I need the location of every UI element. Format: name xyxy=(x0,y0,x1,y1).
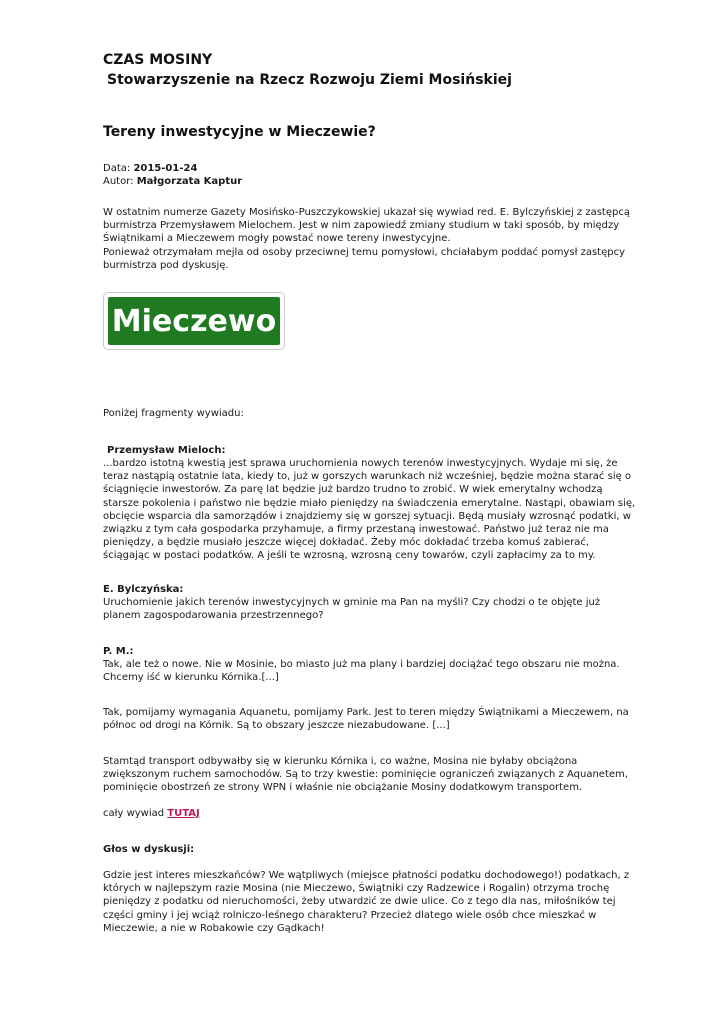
text-line: Świątnikami a Mieczewem mogły powstać nowe tereny inwestycyjne. xyxy=(103,233,451,245)
text-line: burmistrza Przemysławem Mielochem. Jest w nim zapowiedź zmiany studium w taki sposób, by między xyxy=(103,220,620,232)
text-line: Tak, pomijamy wymagania Aquanetu, pomijamy Park. Jest to teren między Świątnikami a Mieczewem, na xyxy=(103,707,629,718)
fragments-intro: Poniżej fragmenty wywiadu: xyxy=(103,408,244,419)
author-value: Małgorzata Kaptur xyxy=(136,176,243,187)
text-line: Chcemy iść w kierunku Kórnika.[...] xyxy=(103,672,279,684)
date-value: 2015-01-24 xyxy=(133,163,198,174)
text-line: starsze pokolenia i państwo nie będzie miało pieniędzy na świadczenia emerytalne. Nastąpi, obawiam się, xyxy=(103,497,636,509)
speaker-pm-label: P. M.: xyxy=(103,646,134,657)
text-line: Mieczewie, a nie w Robakowie czy Gądkach! xyxy=(103,922,325,934)
text-line: Tak, ale też o nowe. Nie w Mosinie, bo miasto już ma plany i bardziej dociążać tego obszaru nie można. xyxy=(103,659,620,670)
text-line: związku z tym cała gospodarka przyhamuje, a firmy przestaną inwestować. Państwo już teraz nie ma xyxy=(103,524,609,536)
discussion-heading: Głos w dyskusji: xyxy=(103,844,195,855)
speaker-mieloch-text xyxy=(103,457,636,563)
text-line: Stamtąd transport odbywałby się w kierunku Kórnika i, co ważne, Mosina nie byłaby obciążona xyxy=(103,756,578,767)
discussion-text xyxy=(103,869,630,935)
speaker-bylczynska-text xyxy=(103,596,623,622)
text-line: zwiększonym ruchem samochodów. Są to trzy kwestie: pominięcie ograniczeń związanych z Aquanetem, xyxy=(103,769,628,781)
interview-paragraph-3 xyxy=(103,755,628,795)
speaker-mieloch-label: Przemysław Mieloch: xyxy=(107,445,226,456)
text-line: ...bardzo istotną kwestią jest sprawa uruchomienia nowych terenów inwestycyjnych. Wydaje mi się, że xyxy=(103,458,618,469)
text-line: Uruchomienie jakich terenów inwestycyjnych w gminie ma Pan na myśli? Czy chodzi o te objęte już xyxy=(103,597,601,608)
text-line: pieniędzy z podatku od nieruchomości, żeby utwardzić ze dwie ulice. Co z tego dla nas, miłośników tej xyxy=(103,896,616,908)
text-line: części gminy i jej wciąż rolniczo-leśnego charakteru? Przecież dlatego wiele osób chce mieszkać w xyxy=(103,909,597,921)
speaker-bylczynska-label: E. Bylczyńska: xyxy=(103,584,184,595)
text-line: północ od drogi na Kórnik. Są to obszary jeszcze niezabudowane. [...] xyxy=(103,720,450,732)
text-line: których w najlepszym razie Mosina (nie Mieczewo, Świątniki czy Radzewice i Rogalin) otrzyma trochę xyxy=(103,883,610,895)
text-line: pieniędzy, a będzie musiało jeszcze więcej dokładać. Żeby móc dokładać trzeba komuś zabierać, xyxy=(103,537,590,549)
text-line: planem zagospodarowania przestrzennego? xyxy=(103,610,324,622)
full-interview-text: cały wywiad xyxy=(103,808,165,819)
date-line xyxy=(103,162,197,175)
interview-paragraph-2 xyxy=(103,706,629,732)
date-label: Data: xyxy=(103,163,131,174)
text-line: Gdzie jest interes mieszkańców? We wątpliwych (miejsce płatności podatku dochodowego!) podatkach, z xyxy=(103,870,630,881)
intro-paragraph xyxy=(103,206,630,272)
speaker-pm-text xyxy=(103,658,623,684)
text-line: teraz nastąpią ostatnie lata, kiedy to, już w gorszych warunkach niż wcześniej, będzie można starać się o xyxy=(103,471,632,483)
full-interview-link[interactable]: TUTAJ xyxy=(167,808,200,819)
article-title: Tereny inwestycyjne w Mieczewie? xyxy=(103,124,376,140)
author-label: Autor: xyxy=(103,176,134,187)
text-line: ściągając w postaci podatków. A jeśli te wzrosną, wzrosną ceny towarów, czyli zapłacimy za to my. xyxy=(103,550,596,562)
text-line: Ponieważ otrzymałam mejla od osoby przeciwnej temu pomysłowi, chciałabym poddać pomysł zastępcy xyxy=(103,246,626,258)
full-interview-line xyxy=(103,807,200,820)
organization-name: Stowarzyszenie na Rzecz Rozwoju Ziemi Mosińskiej xyxy=(107,72,512,88)
author-line xyxy=(103,175,242,188)
text-line: burmistrza pod dyskusję. xyxy=(103,259,229,271)
sign-text: Mieczewo xyxy=(111,303,277,339)
text-line: W ostatnim numerze Gazety Mosińsko-Puszczykowskiej ukazał się wywiad red. E. Bylczyńskiej z zastępcą xyxy=(103,207,630,218)
text-line: obcięcie wsparcia dla samorządów i znajdziemy się w gorszej sytuacji. Będą musiały wzrosnąć podatki, w xyxy=(103,510,631,522)
text-line: ściągnięcie inwestorów. Za parę lat będzie już bardzo trudno to zrobić. W wiek emerytalny wchodzą xyxy=(103,484,603,496)
site-title: CZAS MOSINY xyxy=(103,52,213,68)
text-line: pominięcie obostrzeń ze strony WPN i właśnie nie obciążanie Mosiny dodatkowym transportem. xyxy=(103,782,583,794)
sign-panel xyxy=(106,295,282,347)
mieczewo-road-sign-image xyxy=(103,292,285,350)
